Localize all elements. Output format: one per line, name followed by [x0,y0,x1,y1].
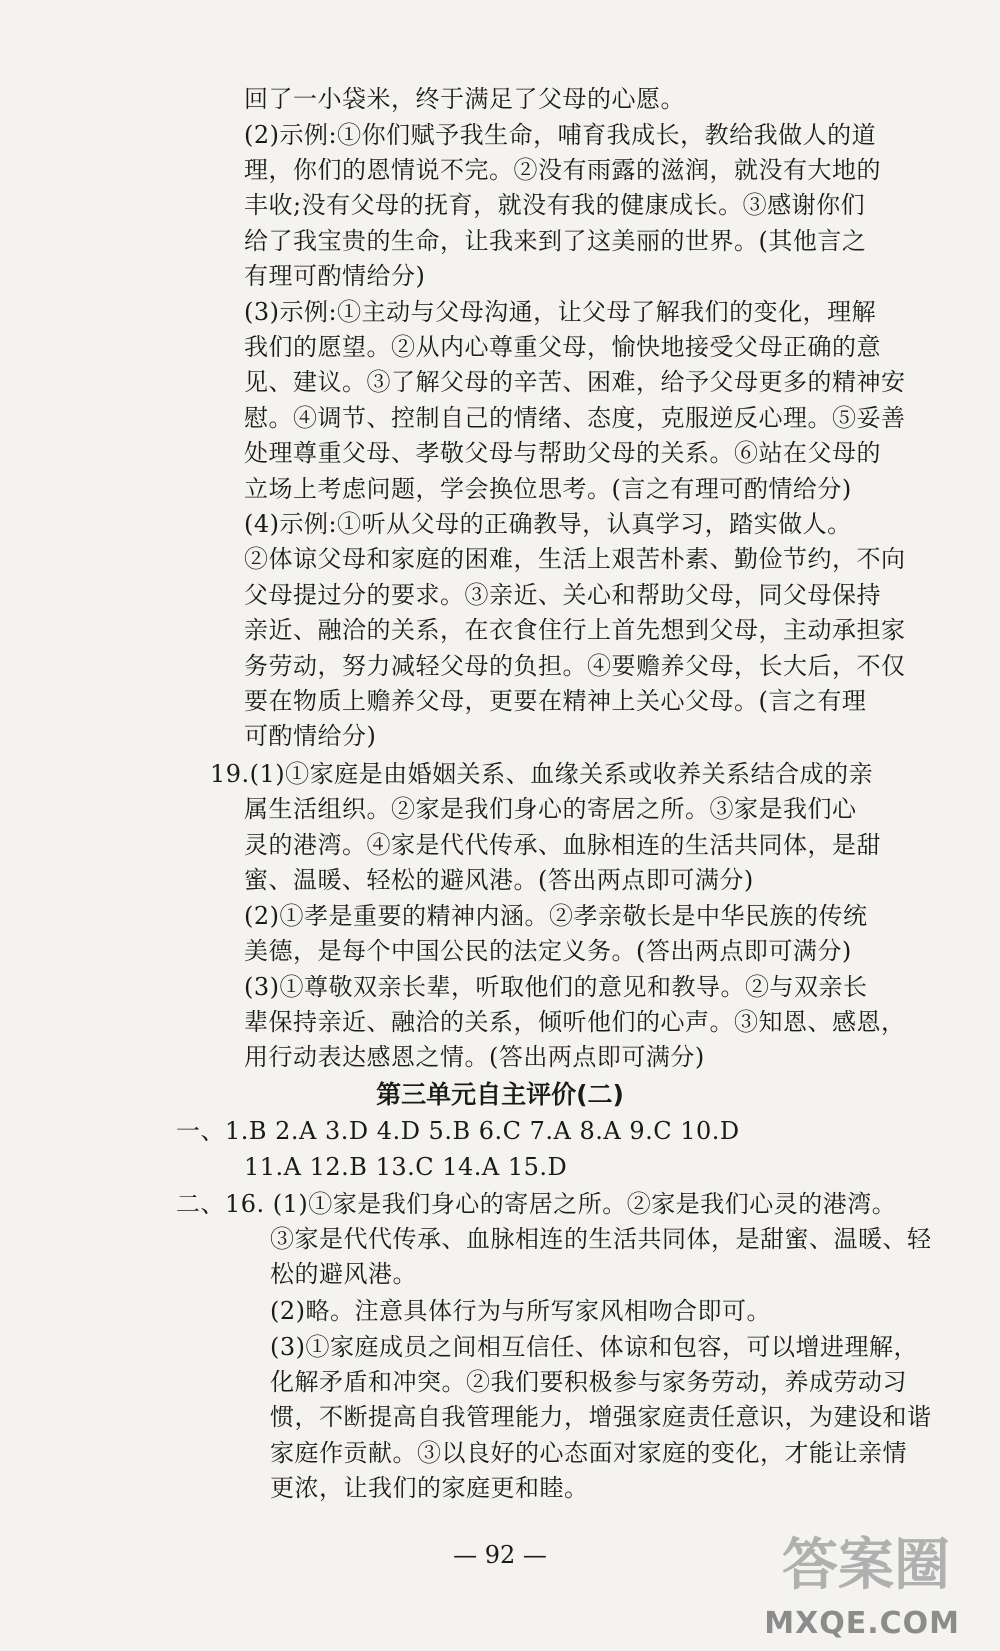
text-line: (2)示例:①你们赋予我生命，哺育我成长，教给我做人的道 [244,121,877,149]
watermark [764,1521,960,1641]
text-line: 亲近、融洽的关系，在衣食住行上首先想到父母，主动承担家 [244,616,906,644]
answer-line: 一、1.B 2.A 3.D 4.D 5.B 6.C 7.A 8.A 9.C 10.D [176,1117,740,1145]
text-line: 我们的愿望。②从内心尊重父母，愉快地接受父母正确的意 [244,333,881,361]
text-line: 美德，是每个中国公民的法定义务。(答出两点即可满分) [244,937,852,965]
text-line: (2)①孝是重要的精神内涵。②孝亲敬长是中华民族的传统 [244,902,868,930]
text-line: 灵的港湾。④家是代代传承、血脉相连的生活共同体，是甜 [244,831,881,859]
text-line: 慰。④调节、控制自己的情绪、态度，克服逆反心理。⑤妥善 [244,404,906,432]
text-line: (3)示例:①主动与父母沟通，让父母了解我们的变化，理解 [244,298,877,326]
text-line: 有理可酌情给分) [244,262,426,290]
text-line: 辈保持亲近、融洽的关系，倾听他们的心声。③知恩、感恩， [244,1008,906,1036]
text-line: (2)略。注意具体行为与所写家风相吻合即可。 [270,1297,771,1325]
text-line: (3)①家庭成员之间相互信任、体谅和包容，可以增进理解， [270,1333,918,1361]
text-line: 松的避风港。 [270,1260,417,1288]
section-heading: 第三单元自主评价(二) [376,1080,624,1109]
text-line: 更浓，让我们的家庭更和睦。 [270,1474,589,1502]
text-line: 化解矛盾和冲突。②我们要积极参与家务劳动，养成劳动习 [270,1368,907,1396]
text-line: 见、建议。③了解父母的辛苦、困难，给予父母更多的精神安 [244,368,906,396]
text-line: (3)①尊敬双亲长辈，听取他们的意见和教导。②与双亲长 [244,973,868,1001]
text-line: 用行动表达感恩之情。(答出两点即可满分) [244,1043,705,1071]
text-line: 处理尊重父母、孝敬父母与帮助父母的关系。⑥站在父母的 [244,439,881,467]
text-line: 要在物质上赡养父母，更要在精神上关心父母。(言之有理 [244,687,867,715]
text-line: 二、16. (1)①家是我们身心的寄居之所。②家是我们心灵的港湾。 [176,1190,897,1218]
watermark-url: MXQE.COM [764,1606,960,1641]
text-line: (4)示例:①听从父母的正确教导，认真学习，踏实做人。 [244,510,852,538]
text-line: 可酌情给分) [244,722,377,750]
text-line: 回了一小袋米，终于满足了父母的心愿。 [244,85,685,113]
text-line: ②体谅父母和家庭的困难，生活上艰苦朴素、勤俭节约，不向 [244,545,906,573]
text-line: 务劳动，努力减轻父母的负担。④要赡养父母，长大后，不仅 [244,652,906,680]
text-line: 蜜、温暖、轻松的避风港。(答出两点即可满分) [244,866,754,894]
text-line: 惯，不断提高自我管理能力，增强家庭责任意识，为建设和谐 [270,1403,932,1431]
text-line: 家庭作贡献。③以良好的心态面对家庭的变化，才能让亲情 [270,1439,907,1467]
page-number: — 92 — [453,1541,547,1569]
text-line: 属生活组织。②家是我们身心的寄居之所。③家是我们心 [244,795,857,823]
answer-line: 11.A 12.B 13.C 14.A 15.D [244,1153,568,1181]
text-line: 理，你们的恩情说不完。②没有雨露的滋润，就没有大地的 [244,156,881,184]
watermark-logo: 答案圈 [782,1533,950,1598]
text-line: 父母提过分的要求。③亲近、关心和帮助父母，同父母保持 [244,581,881,609]
text-line: 19.(1)①家庭是由婚姻关系、血缘关系或收养关系结合成的亲 [210,760,874,788]
text-line: ③家是代代传承、血脉相连的生活共同体，是甜蜜、温暖、轻 [270,1225,932,1253]
text-line: 立场上考虑问题，学会换位思考。(言之有理可酌情给分) [244,475,852,503]
text-line: 给了我宝贵的生命，让我来到了这美丽的世界。(其他言之 [244,227,867,255]
text-line: 丰收;没有父母的抚育，就没有我的健康成长。③感谢你们 [244,191,866,219]
